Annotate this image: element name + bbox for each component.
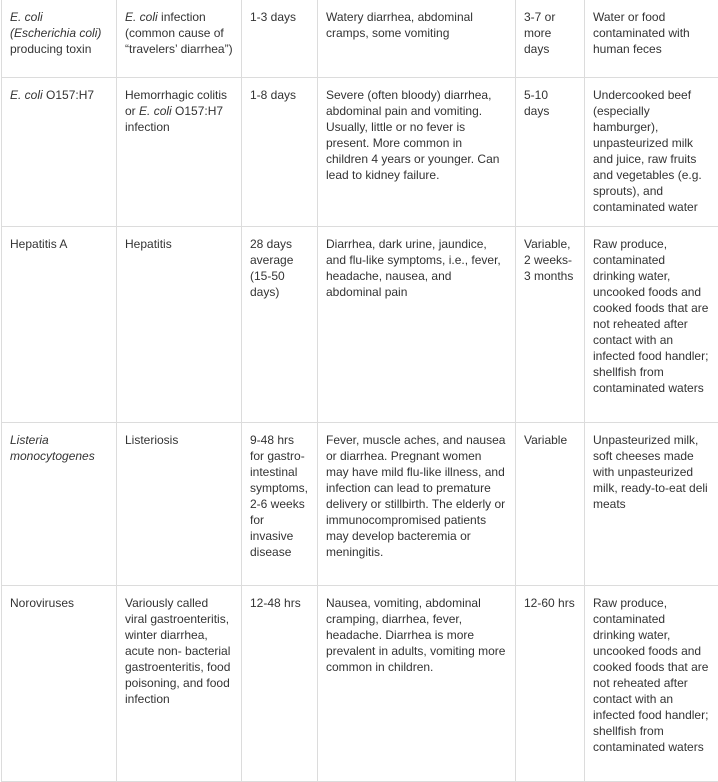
duration-cell: Variable [516, 423, 585, 586]
table-row [2, 78, 718, 227]
illness-cell: Variously called viral gastroenteritis, winter diarrhea, acute non- bacterial gastroenteritis, food poisoning, and food infection [117, 586, 242, 782]
organism-cell: E. coli (Escherichia coli) producing toxin [2, 0, 117, 78]
table-row [2, 423, 718, 586]
duration-cell: 3-7 or more days [516, 0, 585, 78]
duration-cell: 12-60 hrs [516, 586, 585, 782]
sources-cell: Water or food contaminated with human feces [585, 0, 718, 78]
onset-cell: 1-8 days [242, 78, 318, 227]
illness-cell: E. coli infection (common cause of “travelers’ diarrhea”) [117, 0, 242, 78]
onset-cell: 12-48 hrs [242, 586, 318, 782]
foodborne-illness-table [1, 0, 718, 782]
table-row [2, 586, 718, 782]
symptoms-cell: Watery diarrhea, abdominal cramps, some vomiting [318, 0, 516, 78]
symptoms-cell: Severe (often bloody) diarrhea, abdominal pain and vomiting. Usually, little or no fever is present. More common in children 4 years or younger. Can lead to kidney failure. [318, 78, 516, 227]
symptoms-cell: Diarrhea, dark urine, jaundice, and flu-like symptoms, i.e., fever, headache, nausea, and abdominal pain [318, 227, 516, 423]
onset-cell: 9-48 hrs for gastro-intestinal symptoms, 2-6 weeks for invasive disease [242, 423, 318, 586]
illness-cell: Listeriosis [117, 423, 242, 586]
duration-cell: Variable, 2 weeks-3 months [516, 227, 585, 423]
table-row [2, 0, 718, 78]
onset-cell: 1-3 days [242, 0, 318, 78]
duration-cell: 5-10 days [516, 78, 585, 227]
symptoms-cell: Nausea, vomiting, abdominal cramping, diarrhea, fever, headache. Diarrhea is more prevalent in adults, vomiting more common in children. [318, 586, 516, 782]
illness-cell: Hepatitis [117, 227, 242, 423]
sources-cell: Unpasteurized milk, soft cheeses made with unpasteurized milk, ready-to-eat deli meats [585, 423, 718, 586]
table-row [2, 227, 718, 423]
organism-cell: Hepatitis A [2, 227, 117, 423]
symptoms-cell: Fever, muscle aches, and nausea or diarrhea. Pregnant women may have mild flu-like illness, and infection can lead to premature delivery or stillbirth. The elderly or immunocompromised patients may develop bacteremia or meningitis. [318, 423, 516, 586]
sources-cell: Raw produce, contaminated drinking water, uncooked foods and cooked foods that are not reheated after contact with an infected food handler; shellfish from contaminated waters [585, 227, 718, 423]
organism-cell: Noroviruses [2, 586, 117, 782]
sources-cell: Raw produce, contaminated drinking water, uncooked foods and cooked foods that are not reheated after contact with an infected food handler; shellfish from contaminated waters [585, 586, 718, 782]
organism-cell: E. coli O157:H7 [2, 78, 117, 227]
sources-cell: Undercooked beef (especially hamburger), unpasteurized milk and juice, raw fruits and vegetables (e.g. sprouts), and contaminated water [585, 78, 718, 227]
onset-cell: 28 days average (15-50 days) [242, 227, 318, 423]
illness-cell: Hemorrhagic colitis or E. coli O157:H7 infection [117, 78, 242, 227]
organism-cell: Listeria monocytogenes [2, 423, 117, 586]
